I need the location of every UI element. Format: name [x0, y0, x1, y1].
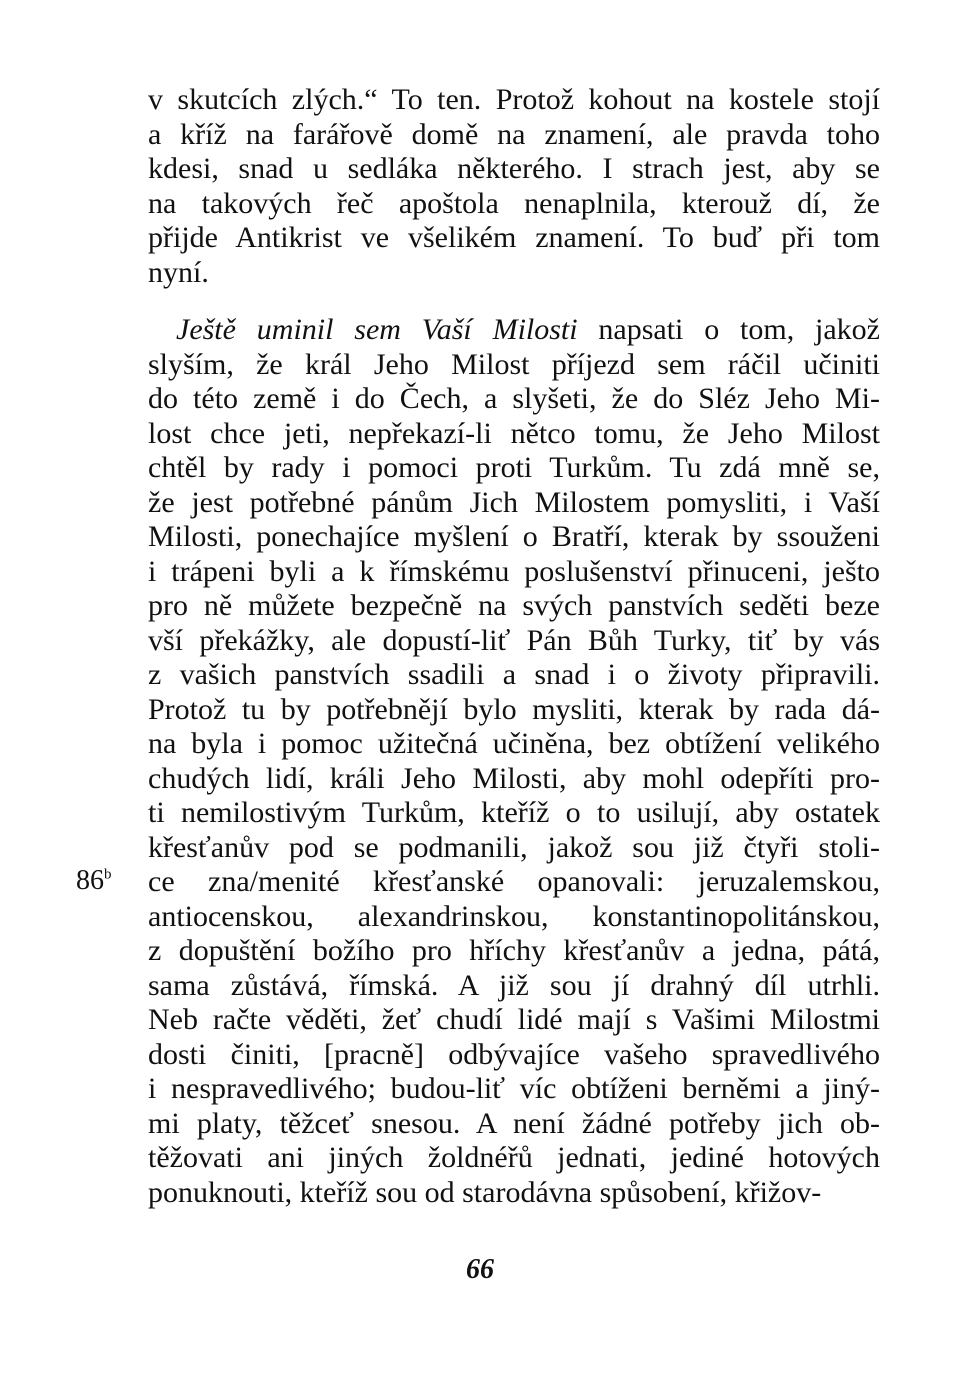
- folio-number: 86: [76, 865, 104, 896]
- text-line: ti nemilostivým Turkům, kteříž o to usilují, aby ostatek: [148, 796, 880, 829]
- margin-folio-note: [76, 864, 112, 898]
- text-line: ce zna/menité křesťanské opanovali: jeruzalemskou,: [148, 865, 880, 898]
- text-line: na takových řeč apoštola nenaplnila, kterouž dí, že: [148, 186, 880, 220]
- text-line: z vašich panstvích ssadili a snad i o životy připravili.: [148, 658, 880, 691]
- text-line: že jest potřebné pánům Jich Milostem pomysliti, i Vaší: [148, 485, 880, 519]
- text-line: dosti činiti, [pracně] odbývajíce vašeho spravedlivého: [148, 1037, 880, 1071]
- folio-suffix: b: [104, 866, 112, 883]
- text-line: z dopuštění božího pro hříchy křesťanův a jedna, pátá,: [148, 934, 880, 967]
- text-line: lost chce jeti, nepřekazí-li nětco tomu, že Jeho Milost: [148, 416, 880, 450]
- text-line: antiocenskou, alexandrinskou, konstantinopolitánskou,: [148, 899, 880, 933]
- text-line: pro ně můžete bezpečně na svých panstvích seděti beze: [148, 589, 880, 622]
- page-number: 66: [466, 1254, 494, 1285]
- text-line: Protož tu by potřebnějí bylo mysliti, kterak by rada dá-: [148, 692, 880, 726]
- text-line: chtěl by rady i pomoci proti Turkům. Tu zdá mně se,: [148, 451, 880, 484]
- text-line: křesťanův pod se podmanili, jakož sou již čtyři stoli-: [148, 830, 880, 864]
- text-line: i nespravedlivého; budou-liť víc obtíženi berněmi a jiný-: [148, 1072, 880, 1105]
- paragraph-1: [148, 83, 880, 290]
- text-line: Milosti, ponechajíce myšlení o Bratří, kterak by ssouženi: [148, 520, 880, 553]
- text-line: těžovati ani jiných žoldnéřů jednati, jediné hotových: [148, 1141, 880, 1174]
- text-line: i trápeni byli a k římskému poslušenství přinuceni, ješto: [148, 554, 880, 588]
- text-line: do této země i do Čech, a slyšeti, že do Sléz Jeho Mi-: [148, 382, 880, 415]
- lead-rest-text: napsati o tom, jakož: [577, 313, 880, 346]
- italic-lead-text: Ještě uminil sem Vaší Milosti: [176, 313, 578, 346]
- text-line: sama zůstává, římská. A již sou jí drahný díl utrhli.: [148, 968, 880, 1002]
- text-line: v skutcích zlých.“ To ten. Protož kohout na kostele stojí: [148, 83, 880, 116]
- text-line: vší překážky, ale dopustí-liť Pán Bůh Turky, tiť by vás: [148, 623, 880, 657]
- text-line: na byla i pomoc užitečná učiněna, bez obtížení velikého: [148, 727, 880, 760]
- text-line: Neb račte věděti, žeť chudí lidé mají s Vašimi Milostmi: [148, 1003, 880, 1036]
- text-line: slyším, že král Jeho Milost příjezd sem ráčil učiniti: [148, 347, 880, 381]
- paragraph-lead-line: [148, 313, 880, 348]
- text-line: chudých lidí, králi Jeho Milosti, aby mohl odepříti pro-: [148, 761, 880, 795]
- text-line: ponuknouti, kteříž sou od starodávna spůsobení, křižov-: [148, 1175, 822, 1209]
- text-line: přijde Antikrist ve všelikém znamení. To buď při tom: [148, 221, 880, 254]
- text-line: kdesi, snad u sedláka některého. I strach jest, aby se: [148, 152, 880, 185]
- text-line: a kříž na farářově domě na znamení, ale pravda toho: [148, 117, 880, 151]
- text-line: nyní.: [148, 255, 209, 289]
- text-line: mi platy, těžceť snesou. A není žádné potřeby jich ob-: [148, 1106, 880, 1140]
- paragraph-2: [148, 313, 880, 1210]
